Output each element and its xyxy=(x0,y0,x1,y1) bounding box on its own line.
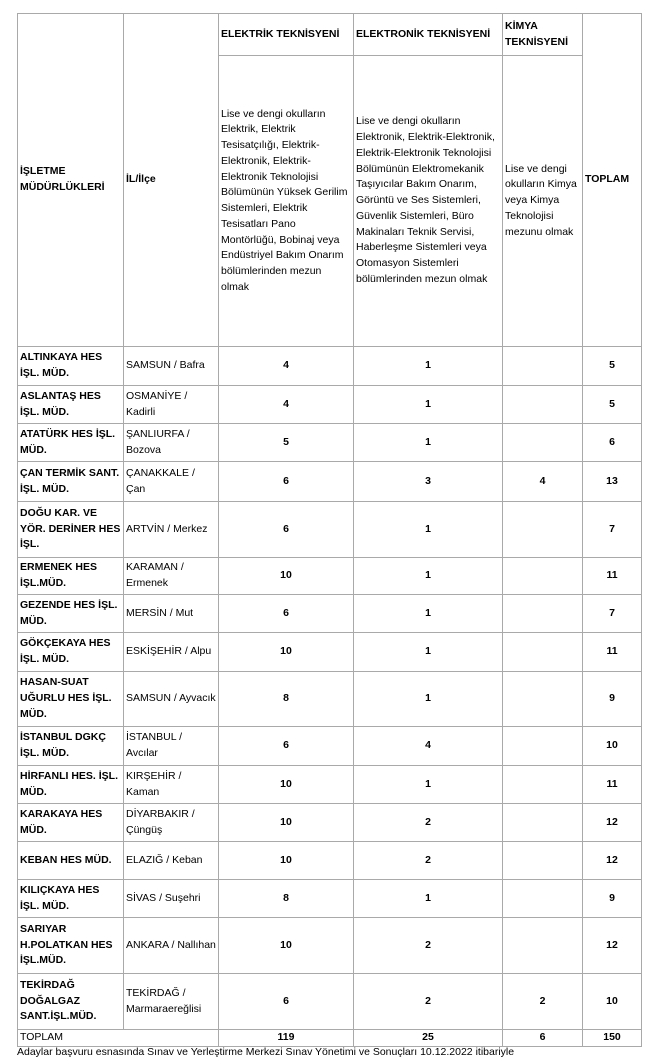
chemistry-count xyxy=(503,558,583,595)
city-district: MERSİN / Mut xyxy=(124,595,219,633)
chemistry-count xyxy=(503,595,583,633)
table-row xyxy=(18,424,642,462)
operation-name: KILIÇKAYA HES İŞL. MÜD. xyxy=(18,880,124,918)
city-district: KIRŞEHİR / Kaman xyxy=(124,766,219,804)
electronic-count: 2 xyxy=(354,804,503,842)
header-total: TOPLAM xyxy=(583,14,642,347)
electric-count: 5 xyxy=(219,424,354,462)
table-row xyxy=(18,727,642,766)
total-count: 6 xyxy=(583,424,642,462)
header-electric: ELEKTRİK TEKNİSYENİ xyxy=(219,14,354,56)
table-row xyxy=(18,386,642,424)
electronic-count: 1 xyxy=(354,347,503,386)
electronic-count: 1 xyxy=(354,672,503,727)
electric-count: 10 xyxy=(219,918,354,974)
electronic-count: 1 xyxy=(354,502,503,558)
electric-count: 10 xyxy=(219,804,354,842)
electronic-count: 1 xyxy=(354,424,503,462)
electric-count: 6 xyxy=(219,462,354,502)
header-electronic: ELEKTRONİK TEKNİSYENİ xyxy=(354,14,503,56)
electronic-count: 2 xyxy=(354,918,503,974)
total-count: 9 xyxy=(583,880,642,918)
electronic-count: 1 xyxy=(354,595,503,633)
electric-count: 8 xyxy=(219,880,354,918)
operation-name: KEBAN HES MÜD. xyxy=(18,842,124,880)
header-chemistry: KİMYA TEKNİSYENİ xyxy=(503,14,583,56)
operation-name: HASAN-SUAT UĞURLU HES İŞL. MÜD. xyxy=(18,672,124,727)
total-count: 11 xyxy=(583,766,642,804)
total-count: 11 xyxy=(583,558,642,595)
table-row xyxy=(18,558,642,595)
operation-name: ÇAN TERMİK SANT. İŞL. MÜD. xyxy=(18,462,124,502)
city-district: ŞANLIURFA / Bozova xyxy=(124,424,219,462)
total-count: 12 xyxy=(583,804,642,842)
total-count: 5 xyxy=(583,386,642,424)
footnote: Adaylar başvuru esnasında Sınav ve Yerleştirme Merkezi Sınav Yönetimi ve Sonuçları 10.12.2022 itibariyle xyxy=(17,1046,515,1058)
operation-name: DOĞU KAR. VE YÖR. DERİNER HES İŞL. xyxy=(18,502,124,558)
total-count: 7 xyxy=(583,502,642,558)
table-row xyxy=(18,842,642,880)
chemistry-count xyxy=(503,633,583,672)
city-district: TEKİRDAĞ / Marmaraereğlisi xyxy=(124,974,219,1030)
total-count: 11 xyxy=(583,633,642,672)
total-count: 10 xyxy=(583,727,642,766)
city-district: ÇANAKKALE / Çan xyxy=(124,462,219,502)
chemistry-count xyxy=(503,502,583,558)
chemistry-count xyxy=(503,918,583,974)
total-count: 5 xyxy=(583,347,642,386)
electronic-count: 2 xyxy=(354,842,503,880)
city-district: OSMANİYE / Kadirli xyxy=(124,386,219,424)
table-row xyxy=(18,672,642,727)
chemistry-count xyxy=(503,424,583,462)
table-row xyxy=(18,880,642,918)
electronic-count: 3 xyxy=(354,462,503,502)
operation-name: GEZENDE HES İŞL. MÜD. xyxy=(18,595,124,633)
electronic-count: 1 xyxy=(354,766,503,804)
operation-name: ALTINKAYA HES İŞL. MÜD. xyxy=(18,347,124,386)
header-city: İL/İlçe xyxy=(124,14,219,347)
total-count: 13 xyxy=(583,462,642,502)
chemistry-count xyxy=(503,880,583,918)
totals-electronic: 25 xyxy=(354,1030,503,1047)
operation-name: ERMENEK HES İŞL.MÜD. xyxy=(18,558,124,595)
totals-total: 150 xyxy=(583,1030,642,1047)
city-district: ARTVİN / Merkez xyxy=(124,502,219,558)
city-district: İSTANBUL / Avcılar xyxy=(124,727,219,766)
city-district: DİYARBAKIR / Çüngüş xyxy=(124,804,219,842)
operation-name: KARAKAYA HES MÜD. xyxy=(18,804,124,842)
operation-name: ASLANTAŞ HES İŞL. MÜD. xyxy=(18,386,124,424)
electric-count: 6 xyxy=(219,595,354,633)
chemistry-count xyxy=(503,804,583,842)
operation-name: ATATÜRK HES İŞL. MÜD. xyxy=(18,424,124,462)
table-row xyxy=(18,974,642,1030)
operation-name: TEKİRDAĞ DOĞALGAZ SANT.İŞL.MÜD. xyxy=(18,974,124,1030)
chemistry-count xyxy=(503,727,583,766)
city-district: SAMSUN / Ayvacık xyxy=(124,672,219,727)
requirement-electric: Lise ve dengi okulların Elektrik, Elektrik Tesisatçılığı, Elektrik-Elektronik, Elektrik-Elektronik Teknolojisi Bölümünün Yüksek Gerilim Sistemleri, Elektrik Tesisatları Pano Montörlüğü, Bobinaj veya Endüstriyel Bakım Onarım bölümlerinden mezun olmak xyxy=(219,56,354,347)
electronic-count: 1 xyxy=(354,386,503,424)
total-count: 9 xyxy=(583,672,642,727)
table-row xyxy=(18,462,642,502)
chemistry-count xyxy=(503,386,583,424)
electronic-count: 2 xyxy=(354,974,503,1030)
totals-label: TOPLAM xyxy=(18,1030,219,1047)
electric-count: 4 xyxy=(219,347,354,386)
table-row xyxy=(18,595,642,633)
totals-row xyxy=(18,1030,642,1047)
operation-name: SARIYAR H.POLATKAN HES İŞL.MÜD. xyxy=(18,918,124,974)
totals-electric: 119 xyxy=(219,1030,354,1047)
electronic-count: 1 xyxy=(354,558,503,595)
chemistry-count xyxy=(503,672,583,727)
electric-count: 10 xyxy=(219,633,354,672)
total-count: 12 xyxy=(583,918,642,974)
table-row xyxy=(18,766,642,804)
electric-count: 10 xyxy=(219,766,354,804)
requirement-chemistry: Lise ve dengi okulların Kimya veya Kimya Teknolojisi mezunu olmak xyxy=(503,56,583,347)
city-district: ELAZIĞ / Keban xyxy=(124,842,219,880)
table-row xyxy=(18,918,642,974)
operation-name: HİRFANLI HES. İŞL. MÜD. xyxy=(18,766,124,804)
header-operation: İŞLETME MÜDÜRLÜKLERİ xyxy=(18,14,124,347)
total-count: 10 xyxy=(583,974,642,1030)
electric-count: 8 xyxy=(219,672,354,727)
city-district: ESKİŞEHİR / Alpu xyxy=(124,633,219,672)
operation-name: İSTANBUL DGKÇ İŞL. MÜD. xyxy=(18,727,124,766)
totals-chemistry: 6 xyxy=(503,1030,583,1047)
chemistry-count xyxy=(503,766,583,804)
chemistry-count: 2 xyxy=(503,974,583,1030)
electric-count: 10 xyxy=(219,842,354,880)
city-district: SAMSUN / Bafra xyxy=(124,347,219,386)
electric-count: 4 xyxy=(219,386,354,424)
electronic-count: 1 xyxy=(354,880,503,918)
electric-count: 6 xyxy=(219,974,354,1030)
chemistry-count xyxy=(503,842,583,880)
total-count: 7 xyxy=(583,595,642,633)
electric-count: 6 xyxy=(219,502,354,558)
city-district: SİVAS / Suşehri xyxy=(124,880,219,918)
chemistry-count xyxy=(503,347,583,386)
electric-count: 6 xyxy=(219,727,354,766)
electric-count: 10 xyxy=(219,558,354,595)
table-row xyxy=(18,804,642,842)
city-district: KARAMAN / Ermenek xyxy=(124,558,219,595)
header-row-titles xyxy=(18,14,642,56)
table-row xyxy=(18,347,642,386)
electronic-count: 4 xyxy=(354,727,503,766)
table-row xyxy=(18,502,642,558)
staff-table xyxy=(17,13,642,1047)
electronic-count: 1 xyxy=(354,633,503,672)
table-row xyxy=(18,633,642,672)
operation-name: GÖKÇEKAYA HES İŞL. MÜD. xyxy=(18,633,124,672)
city-district: ANKARA / Nallıhan xyxy=(124,918,219,974)
chemistry-count: 4 xyxy=(503,462,583,502)
total-count: 12 xyxy=(583,842,642,880)
requirement-electronic: Lise ve dengi okulların Elektronik, Elektrik-Elektronik, Elektrik-Elektronik Teknolojisi Bölümünün Elektromekanik Taşıyıcılar Bakım Onarım, Görüntü ve Ses Sistemleri, Güvenlik Sistemleri, Büro Makinaları Teknik Servisi, Haberleşme Sistemleri veya Otomasyon Sistemleri bölümlerinden mezun olmak xyxy=(354,56,503,347)
